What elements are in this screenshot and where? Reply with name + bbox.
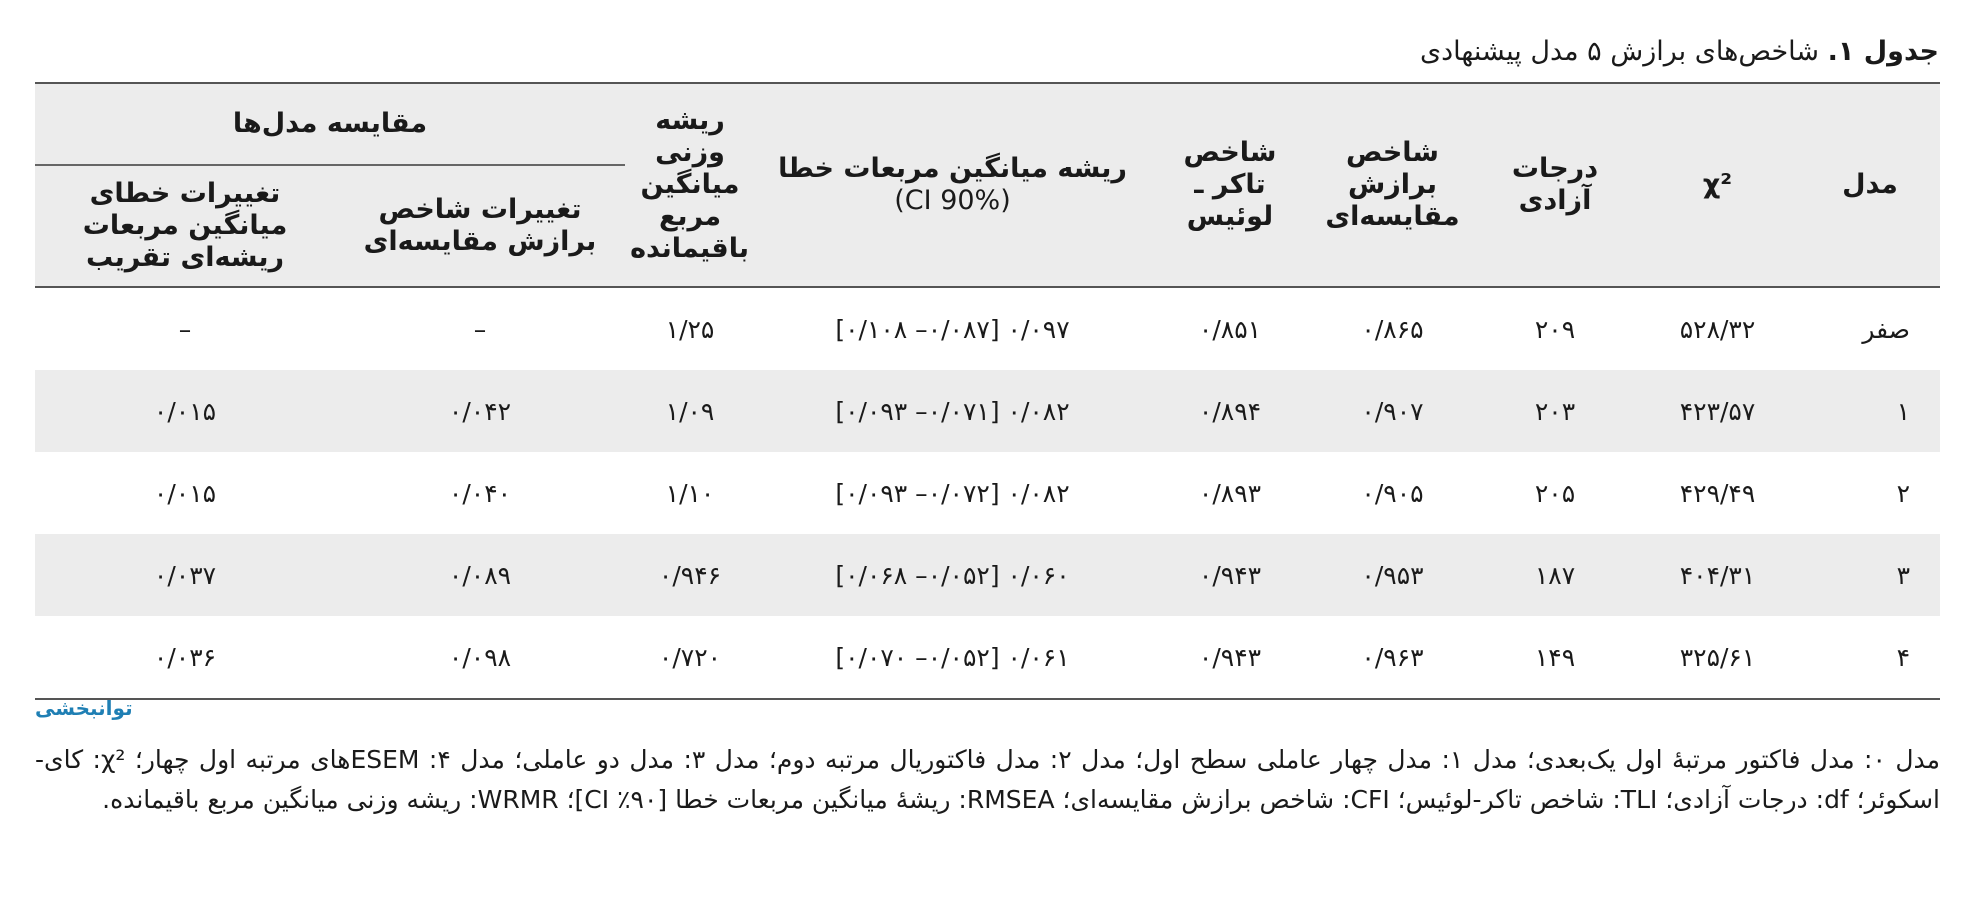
- cell-wrmr: ۰/۷۲۰: [625, 616, 755, 699]
- cell-delta-cfi: ۰/۰۸۹: [335, 534, 625, 616]
- header-rmsea: [755, 83, 1150, 287]
- header-tli: شاخص تاکر ـ لوئیس: [1150, 83, 1310, 287]
- table-caption: [1420, 36, 1939, 67]
- cell-model: ۱: [1800, 370, 1940, 452]
- header-delta-rmsea: تغییرات خطای میانگین مربعات ریشه‌ای تقریب: [35, 165, 335, 287]
- cell-delta-rmsea: ۰/۰۱۵: [153, 478, 217, 508]
- cell-rmsea: ۰/۰۶۰ [۰/۰۵۲– ۰/۰۶۸]: [755, 534, 1150, 616]
- cell-wrmr: ۱/۰۹: [625, 370, 755, 452]
- table-row: [35, 370, 1940, 452]
- cell-delta-cfi: –: [473, 314, 487, 344]
- header-delta-cfi: تغییرات شاخص برازش مقایسه‌ای: [335, 165, 625, 287]
- cell-tli: ۰/۹۴۳: [1150, 616, 1310, 699]
- cell-df: ۱۴۹: [1475, 616, 1635, 699]
- caption-label: جدول ۱.: [1827, 36, 1939, 67]
- cell-df: ۲۰۹: [1534, 314, 1576, 344]
- cell-df: ۱۸۷: [1475, 534, 1635, 616]
- fit-indices-table: [35, 82, 1940, 700]
- cell-chi2: ۴۰۴/۳۱: [1635, 534, 1800, 616]
- cell-cfi: ۰/۹۵۳: [1310, 534, 1475, 616]
- header-chi2: χ²: [1635, 83, 1800, 287]
- table-row: [35, 534, 1940, 616]
- cell-chi2: ۳۲۵/۶۱: [1635, 616, 1800, 699]
- cell-wrmr: ۱/۲۵: [665, 314, 715, 344]
- cell-df: ۲۰۵: [1534, 478, 1576, 508]
- cell-rmsea: ۰/۰۹۷ [۰/۰۸۷– ۰/۱۰۸]: [835, 314, 1070, 344]
- table-row: [35, 287, 1940, 370]
- header-comparison-group: مقایسه مدل‌ها: [35, 83, 625, 165]
- table-row: [35, 452, 1940, 534]
- cell-delta-rmsea: ۰/۰۱۵: [35, 370, 335, 452]
- header-cfi: شاخص برازش مقایسه‌ای: [1310, 83, 1475, 287]
- cell-delta-rmsea: ۰/۰۳۷: [35, 534, 335, 616]
- cell-rmsea: ۰/۰۸۲ [۰/۰۷۲– ۰/۰۹۳]: [835, 478, 1070, 508]
- cell-wrmr: ۱/۱۰: [665, 478, 715, 508]
- cell-delta-cfi: ۰/۰۴۰: [448, 478, 512, 508]
- cell-df: ۲۰۳: [1475, 370, 1635, 452]
- cell-chi2: ۴۲۹/۴۹: [1679, 478, 1756, 508]
- cell-delta-rmsea: ۰/۰۳۶: [35, 616, 335, 699]
- cell-model: ۲: [1896, 478, 1910, 508]
- cell-cfi: ۰/۹۶۳: [1310, 616, 1475, 699]
- cell-chi2: ۵۲۸/۳۲: [1679, 314, 1756, 344]
- cell-tli: ۰/۹۴۳: [1150, 534, 1310, 616]
- cell-chi2: ۴۲۳/۵۷: [1635, 370, 1800, 452]
- header-df: درجات آزادی: [1475, 83, 1635, 287]
- header-rmsea-label: ریشه میانگین مربعات خطا: [778, 153, 1127, 184]
- cell-cfi: ۰/۸۶۵: [1361, 314, 1424, 344]
- cell-tli: ۰/۸۵۱: [1198, 314, 1262, 344]
- cell-wrmr: ۰/۹۴۶: [625, 534, 755, 616]
- cell-model: ۴: [1800, 616, 1940, 699]
- table-notes: مدل ۰: مدل فاکتور مرتبهٔ اول یک‌بعدی؛ مدل ۱: مدل چهار عاملی سطح اول؛ مدل ۲: مدل فاکتوریال مرتبه دوم؛ مدل ۳: مدل دو عاملی؛ مدل ۴: ESEMهای مرتبه اول چهار؛ χ²: کای-اسکوئر؛ df: درجات آزادی؛ TLI: شاخص تاکر-لوئیس؛ CFI: شاخص برازش مقایسه‌ای؛ RMSEA: ریشهٔ میانگین مربعات خطا [۹۰٪ CI]؛ WRMR: ریشه وزنی میانگین مربع باقیمانده.: [35, 745, 1941, 814]
- cell-model: صفر: [1862, 314, 1910, 344]
- caption-title: شاخص‌های برازش ۵ مدل پیشنهادی: [1420, 36, 1819, 67]
- cell-model: ۳: [1800, 534, 1940, 616]
- header-model: مدل: [1800, 83, 1940, 287]
- header-wrmr: ریشه وزنی میانگین مربع باقیمانده: [625, 83, 755, 287]
- cell-rmsea: ۰/۰۸۲ [۰/۰۷۱– ۰/۰۹۳]: [755, 370, 1150, 452]
- cell-tli: ۰/۸۹۴: [1150, 370, 1310, 452]
- cell-delta-cfi: ۰/۰۹۸: [335, 616, 625, 699]
- table-row: [35, 616, 1940, 699]
- cell-cfi: ۰/۹۰۷: [1310, 370, 1475, 452]
- cell-tli: ۰/۸۹۳: [1198, 478, 1262, 508]
- cell-delta-cfi: ۰/۰۴۲: [335, 370, 625, 452]
- journal-logo: توانبخشی: [35, 696, 133, 720]
- cell-delta-rmsea: –: [178, 314, 192, 344]
- header-rmsea-ci: (90% CI): [894, 185, 1011, 216]
- cell-cfi: ۰/۹۰۵: [1361, 478, 1424, 508]
- cell-rmsea: ۰/۰۶۱ [۰/۰۵۲– ۰/۰۷۰]: [755, 616, 1150, 699]
